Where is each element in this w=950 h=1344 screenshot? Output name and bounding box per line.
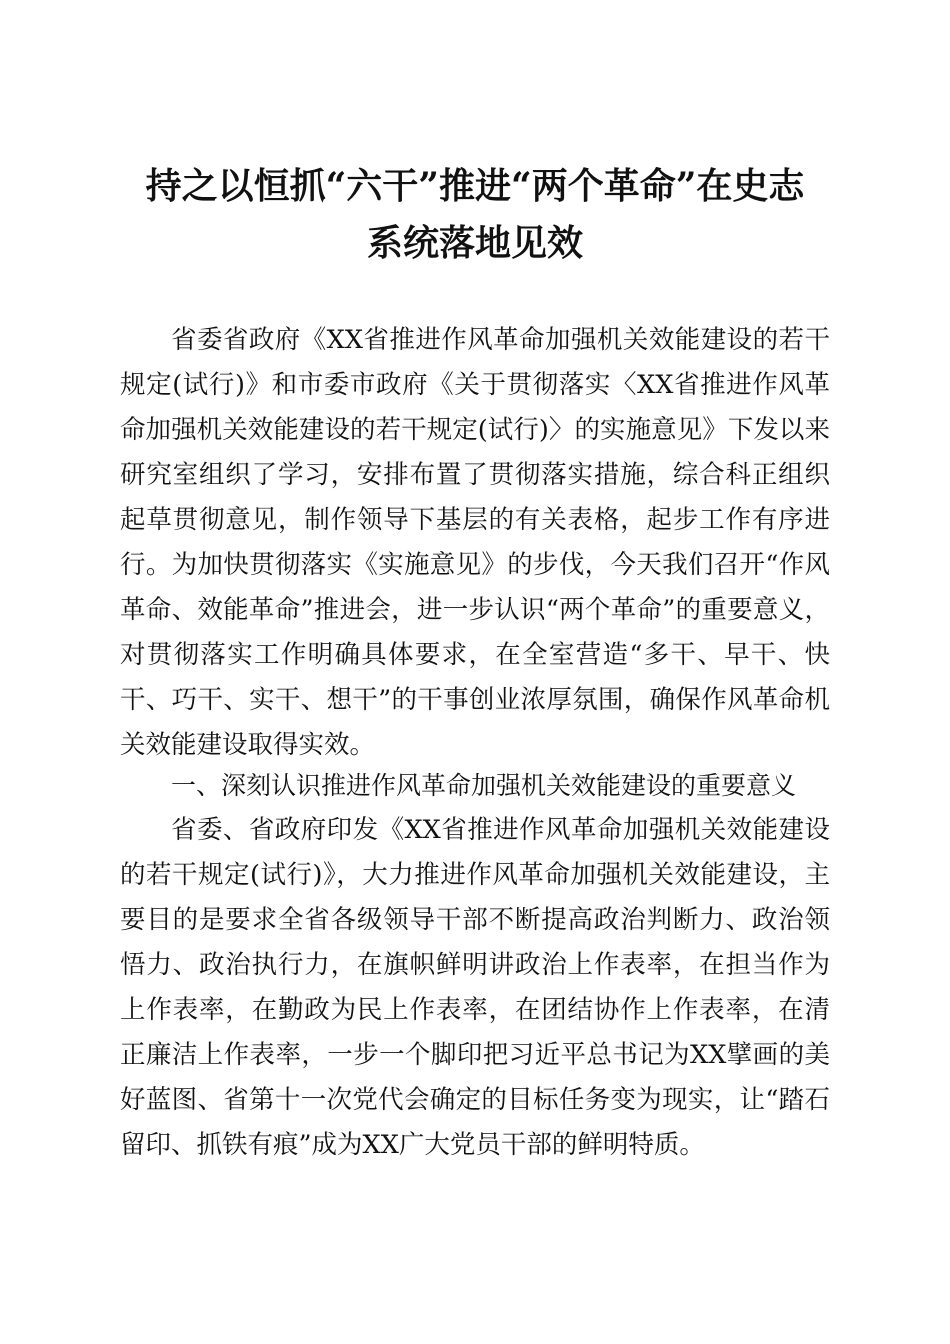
document-title <box>100 158 850 272</box>
title-line-1: 持之以恒抓“六干”推进“两个革命”在史志 <box>145 165 805 207</box>
section-heading-1: 一、深刻认识推进作风革命加强机关效能建设的重要意义 <box>171 771 797 800</box>
intro-paragraph: 省委省政府《XX省推进作风革命加强机关效能建设的若干规定(试行)》和市委市政府《关于贯彻落实〈XX省推进作风革命加强机关效能建设的若干规定(试行)〉的实施意见》下发以来研究室组织了学习，安排布置了贯彻落实措施，综合科正组织起草贯彻意见，制作领导下基层的有关表格，起步工作有序进行。为加快贯彻落实《实施意见》的步伐，今天我们召开“作风革命、效能革命”推进会，进一步认识“两个革命”的重要意义，对贯彻落实工作明确具体要求，在全室营造“多干、早干、快干、巧干、实干、想干”的干事创业浓厚氛围，确保作风革命机关效能建设取得实效。 <box>120 325 830 760</box>
title-line-2: 系统落地见效 <box>366 222 583 264</box>
section-1-paragraph: 省委、省政府印发《XX省推进作风革命加强机关效能建设的若干规定(试行)》，大力推进作风革命加强机关效能建设，主要目的是要求全省各级领导干部不断提高政治判断力、政治领悟力、政治执行力，在旗帜鲜明讲政治上作表率，在担当作为上作表率，在勤政为民上作表率，在团结协作上作表率，在清正廉洁上作表率，一步一个脚印把习近平总书记为XX擘画的美好蓝图、省第十一次党代会确定的目标任务变为现实，让“踏石留印、抓铁有痕”成为XX广大党员干部的鲜明特质。 <box>120 815 830 1160</box>
